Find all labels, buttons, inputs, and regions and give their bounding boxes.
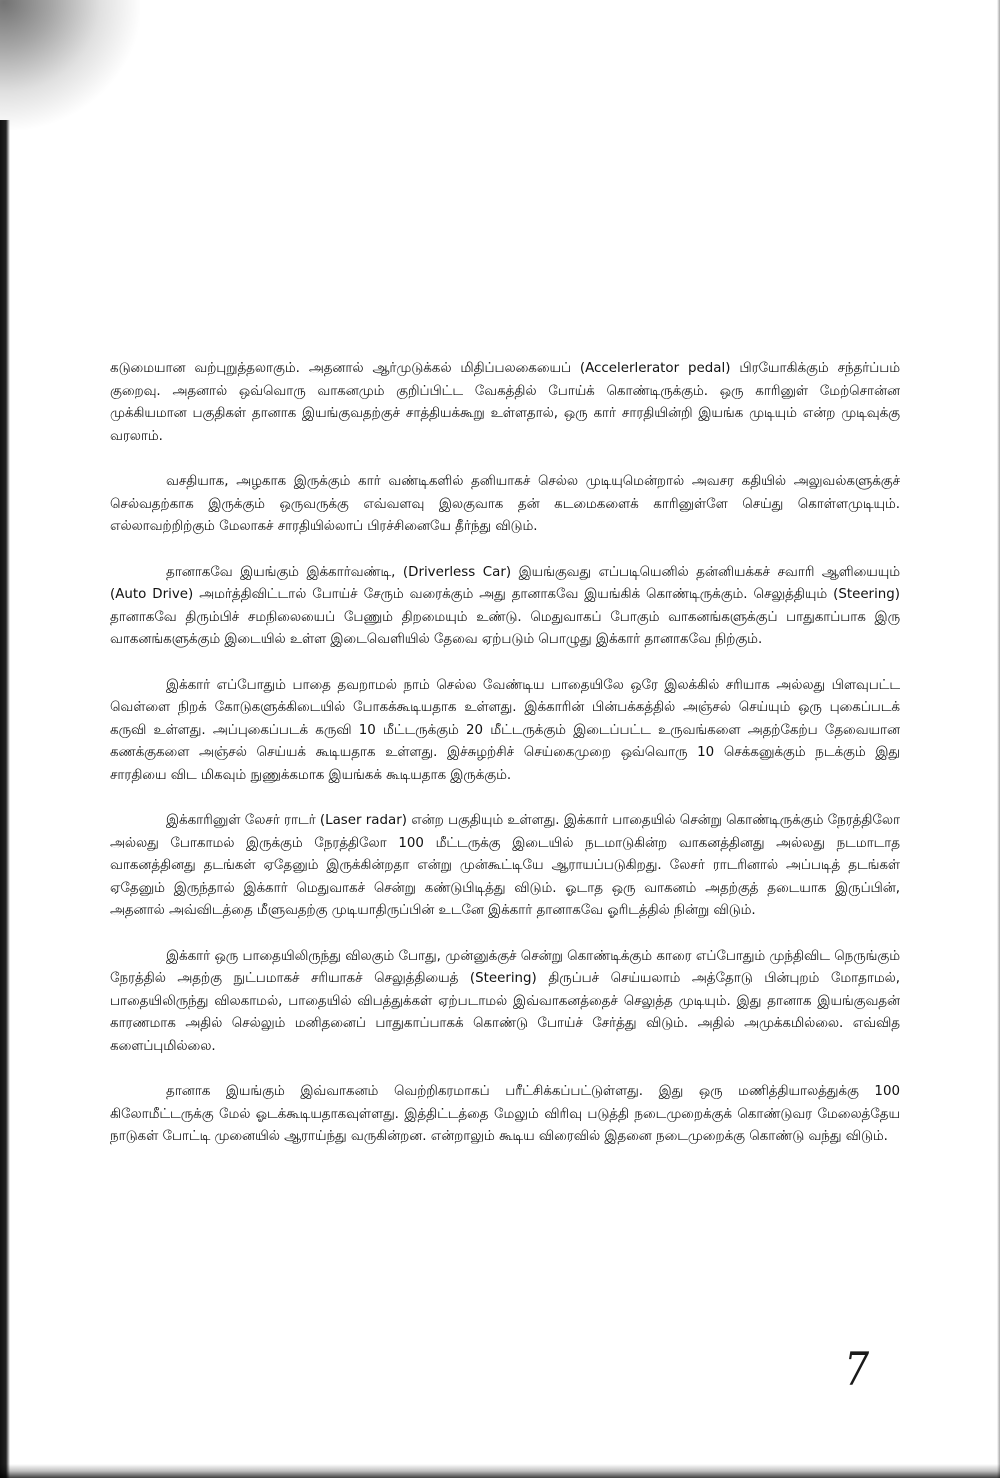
paragraph-3: தானாகவே இயங்கும் இக்கார்வண்டி, (Driverless Car) இயங்குவது எப்படியெனில் தன்னியக்கச் சவாரி ஆளியையும் (Auto Drive) அமர்த்திவிட்டால் போய்ச் சேரும் வரைக்கும் அது தானாகவே இயங்கிக் கொண்டிருக்கும். செலுத்தியும் (Steering) தானாகவே திரும்பிச் சமநிலையைப் பேணும் திறமையும் உண்டு. மெதுவாகப் போகும் வாகனங்களுக்குப் பாதுகாப்பாக இரு வாகனங்களுக்கும் இடையில் உள்ள இடைவெளியில் தேவை ஏற்படும் பொழுது இக்கார் தானாகவே நிற்கும். [110,564,900,647]
paragraph-2: வசதியாக, அழகாக இருக்கும் கார் வண்டிகளில் தனியாகச் செல்ல முடியுமென்றால் அவசர கதியில் அலுவல்களுக்குச் செல்வதற்காக இருக்கும் ஒருவருக்கு எவ்வளவு இலகுவாக தன் கடமைகளைக் காரினுள்ளே செய்து கொள்ளமுடியும். எல்லாவற்றிற்கும் மேலாகச் சாரதியில்லாப் பிரச்சினையே தீர்ந்து விடும். [110,474,900,534]
paragraph-4: இக்கார் எப்போதும் பாதை தவறாமல் நாம் செல்ல வேண்டிய பாதையிலே ஒரே இலக்கில் சரியாக அல்லது பிளவுபட்ட வெள்ளை நிறக் கோடுகளுக்கிடையில் போகக்கூடியதாக உள்ளது. இக்காரின் பின்பக்கத்தில் அஞ்சல் செய்யும் ஒரு புகைப்படக் கருவி உள்ளது. அப்புகைப்படக் கருவி 10 மீட்டருக்கும் 20 மீட்டருக்கும் இடைப்பட்ட உருவங்களை அதற்கேற்ப தேவையான கணக்குகளை அஞ்சல் செய்யக் கூடியதாக உள்ளது. இச்சுழற்சிச் செய்கைமுறை ஒவ்வொரு 10 செக்கனுக்கும் நடக்கும் இது சாரதியை விட மிகவும் நுணுக்கமாக இயங்கக் கூடியதாக இருக்கும். [110,677,900,783]
scan-corner-shadow [0,0,140,130]
scan-left-edge [0,120,10,1478]
paragraph-7: தானாக இயங்கும் இவ்வாகனம் வெற்றிகரமாகப் பரீட்சிக்கப்பட்டுள்ளது. இது ஒரு மணித்தியாலத்துக்கு 100 கிலோமீட்டருக்கு மேல் ஓடக்கூடியதாகவுள்ளது. இத்திட்டத்தை மேலும் விரிவு படுத்தி நடைமுறைக்குக் கொண்டுவர மேலைத்தேய நாடுகள் போட்டி முனையில் ஆராய்ந்து வருகின்றன. என்றாலும் கூடிய விரைவில் இதனை நடைமுறைக்கு கொண்டு வந்து விடும். [110,1084,900,1144]
body-text [110,358,900,1172]
page-number: 7 [844,1342,870,1396]
paragraph-6: இக்கார் ஒரு பாதையிலிருந்து விலகும் போது, முன்னுக்குச் சென்று கொண்டிக்கும் காரை எப்போதும் முந்திவிட நெருங்கும் நேரத்தில் அதற்கு நுட்பமாகச் சரியாகச் செலுத்தியைத் (Steering) திருப்பச் செய்யலாம் அத்தோடு பின்புறம் மோதாமல், பாதையிலிருந்து விலகாமல், பாதையில் விபத்துக்கள் ஏற்படாமல் இவ்வாகனத்தைச் செலுத்த முடியும். இது தானாக இயங்குவதன் காரணமாக அதில் செல்லும் மனிதனைப் பாதுகாப்பாகக் கொண்டு போய்ச் சேர்த்து விடும். அதில் அமுக்கமில்லை. எவ்வித களைப்புமில்லை. [110,948,900,1054]
paragraph-5: இக்காரினுள் லேசர் ராடர் (Laser radar) என்ற பகுதியும் உள்ளது. இக்கார் பாதையில் சென்று கொண்டிருக்கும் நேரத்திலோ அல்லது போகாமல் இருக்கும் நேரத்திலோ 100 மீட்டருக்கு இடையில் நடமாடுகின்ற வாகனத்தினது அல்லது நடமாடாத வாகனத்தினது தடங்கள் ஏதேனும் இருக்கின்றதா என்று முன்கூட்டியே ஆராயப்படுகிறது. லேசர் ராடரினால் அப்படித் தடங்கள் ஏதேனும் இருந்தால் இக்கார் மெதுவாகச் சென்று கண்டுபிடித்து விடும். ஓடாத ஒரு வாகனம் அதற்குத் தடையாக இருப்பின், அதனால் அவ்விடத்தை மீளுவதற்கு முடியாதிருப்பின் உடனே இக்கார் தானாகவே ஓரிடத்தில் நின்று விடும். [110,813,900,918]
scan-bottom-edge [0,1464,1000,1478]
paragraph-1: கடுமையான வற்புறுத்தலாகும். அதனால் ஆர்முடுக்கல் மிதிப்பலகையைப் (Accelerlerator pedal) பிரயோகிக்கும் சந்தர்ப்பம் குறைவு. அதனால் ஒவ்வொரு வாகனமும் குறிப்பிட்ட வேகத்தில் போய்க் கொண்டிருக்கும். ஒரு காரினுள் மேற்சொன்ன முக்கியமான பகுதிகள் தானாக இயங்குவதற்குச் சாத்தியக்கூறு உள்ளதால், ஒரு கார் சாரதியின்றி இயங்க முடியும் என்ற முடிவுக்கு வரலாம். [110,361,900,444]
